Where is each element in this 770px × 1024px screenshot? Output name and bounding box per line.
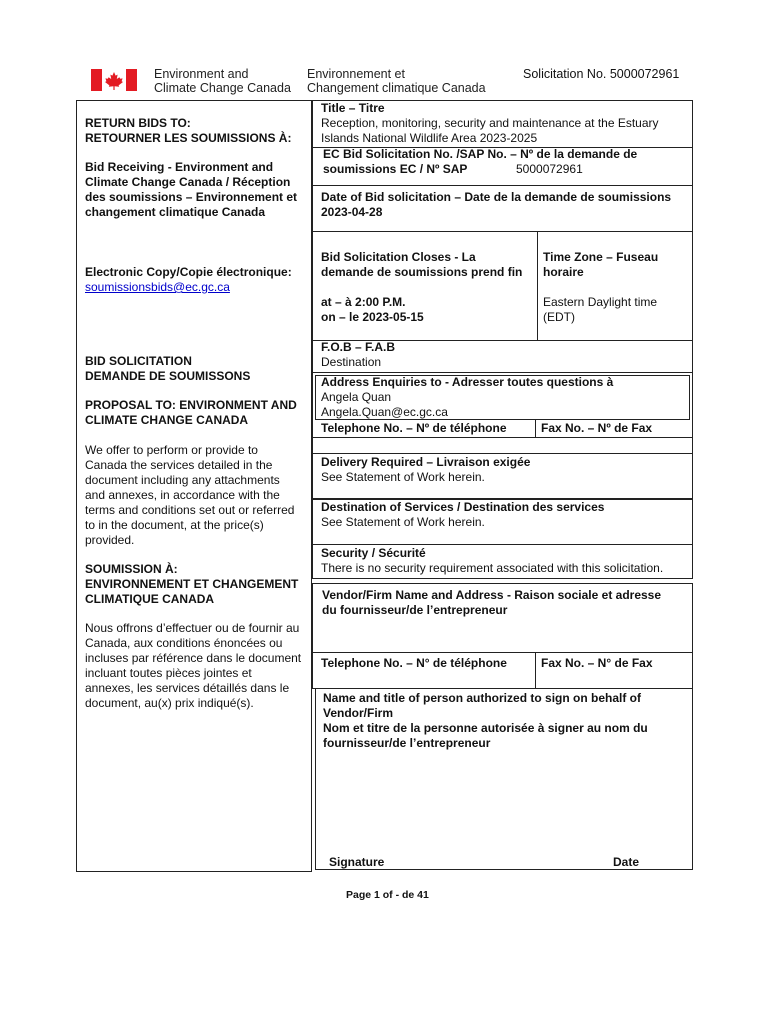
return-bids-heading: RETURN BIDS TO: RETOURNER LES SOUMISSIONS À: bbox=[85, 116, 292, 145]
title-value: Reception, monitoring, security and maintenance at the Estuary Islands National Wildlife Area 2023-2025 bbox=[321, 116, 659, 145]
delivery-label: Delivery Required – Livraison exigée bbox=[321, 455, 531, 469]
enquiries-name: Angela Quan bbox=[321, 390, 392, 404]
soumission-heading: SOUMISSION À: ENVIRONNEMENT ET CHANGEMENT CLIMATIQUE CANADA bbox=[85, 562, 299, 606]
page-number: Page 1 of - de 41 bbox=[346, 889, 429, 901]
ec-solicitation-value: 5000072961 bbox=[516, 162, 583, 176]
closing-label: Bid Solicitation Closes - La demande de soumissions prend fin bbox=[321, 250, 523, 279]
vendor-label: Vendor/Firm Name and Address - Raison sociale et adresse du fournisseur/de l’entrepreneur bbox=[322, 588, 662, 617]
electronic-copy-email-link[interactable]: soumissionsbids@ec.gc.ca bbox=[85, 280, 230, 294]
closing-time: at – à 2:00 P.M. bbox=[321, 295, 406, 309]
offer-text-fr: Nous offrons d’effectuer ou de fournir au Canada, aux conditions énoncées ou incluses par référence dans le document incluant toutes pièces jointes et annexes, les services détaillés dans le document, au(x) prix indiqué(s). bbox=[85, 621, 302, 710]
department-name-fr: Environnement et Changement climatique Canada bbox=[307, 67, 486, 95]
time-zone-value: Eastern Daylight time (EDT) bbox=[543, 295, 658, 324]
security-label: Security / Sécurité bbox=[321, 546, 426, 560]
closing-date: on – le 2023-05-15 bbox=[321, 310, 424, 324]
department-name-en: Environment and Climate Change Canada bbox=[154, 67, 291, 95]
bid-receiving-address: Bid Receiving - Environment and Climate Change Canada / Réception des soumissions – Environnement et changement climatique Canada bbox=[85, 160, 298, 219]
vendor-telephone-label: Telephone No. – N° de téléphone bbox=[321, 656, 507, 670]
time-zone-label: Time Zone – Fuseau horaire bbox=[543, 250, 659, 279]
destination-value: See Statement of Work herein. bbox=[321, 515, 485, 529]
date-value: 2023-04-28 bbox=[321, 205, 383, 219]
electronic-copy-label: Electronic Copy/Copie électronique: bbox=[85, 265, 292, 279]
offer-text-en: We offer to perform or provide to Canada the services detailed in the document including any attachments and annexes, in accordance with the terms and conditions set out or referred to in the document, at the price(s) provided. bbox=[85, 443, 295, 547]
signature-date-label: Date bbox=[613, 855, 640, 869]
vendor-fax-label: Fax No. – N° de Fax bbox=[541, 656, 653, 670]
title-label: Title – Titre bbox=[321, 101, 385, 115]
security-value: There is no security requirement associated with this solicitation. bbox=[321, 561, 664, 575]
telephone-label: Telephone No. – Nº de téléphone bbox=[321, 421, 507, 435]
date-label: Date of Bid solicitation – Date de la demande de soumissions bbox=[321, 190, 672, 204]
bid-solicitation-heading: BID SOLICITATION DEMANDE DE SOUMISSONS bbox=[85, 354, 251, 383]
proposal-to-heading: PROPOSAL TO: ENVIRONMENT AND CLIMATE CHANGE CANADA bbox=[85, 398, 297, 427]
authorized-person-label: Name and title of person authorized to sign on behalf of Vendor/Firm Nom et titre de la personne autorisée à signer au nom du fournisseur/de l’entrepreneur bbox=[323, 691, 648, 750]
delivery-value: See Statement of Work herein. bbox=[321, 470, 485, 484]
fob-label: F.O.B – F.A.B bbox=[321, 340, 396, 354]
signature-label: Signature bbox=[329, 855, 385, 869]
enquiries-email: Angela.Quan@ec.gc.ca bbox=[321, 405, 448, 419]
destination-label: Destination of Services / Destination des services bbox=[321, 500, 605, 514]
enquiries-label: Address Enquiries to - Adresser toutes questions à bbox=[321, 375, 614, 389]
solicitation-number: Solicitation No. 5000072961 bbox=[523, 67, 680, 81]
fob-value: Destination bbox=[321, 355, 382, 369]
ec-solicitation-label: EC Bid Solicitation No. /SAP No. – Nº de la demande de soumissions EC / Nº SAP bbox=[323, 147, 638, 176]
canada-flag-icon bbox=[91, 69, 137, 91]
fax-label: Fax No. – Nº de Fax bbox=[541, 421, 653, 435]
